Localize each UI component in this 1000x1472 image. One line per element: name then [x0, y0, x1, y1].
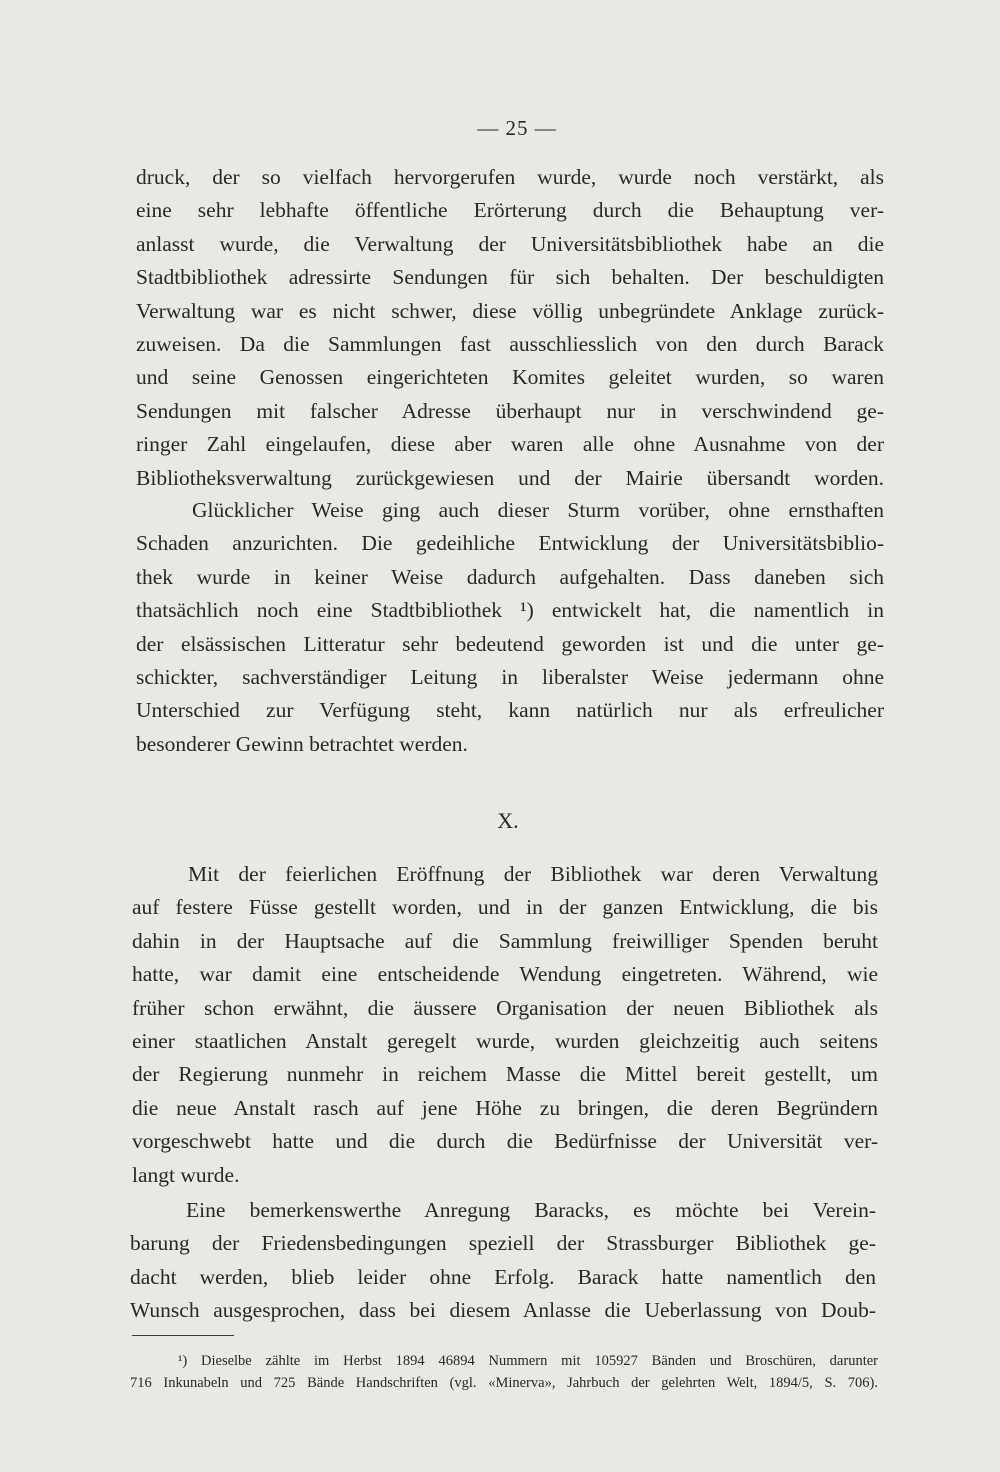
text-line: besonderer Gewinn betrachtet werden. — [136, 731, 468, 756]
text-line: Stadtbibliothek adressirte Sendungen für sich behalten. Der beschuldigten — [136, 265, 884, 290]
text-line: Mit der feierlichen Eröffnung der Bibliothek war deren Verwaltung — [188, 862, 878, 886]
text-line: langt wurde. — [132, 1162, 240, 1187]
paragraph-4 — [130, 1194, 876, 1328]
text-line: Bibliotheksverwaltung zurückgewiesen und der Mairie übersandt worden. — [136, 465, 884, 490]
text-line: vorgeschwebt hatte und die durch die Bedürfnisse der Universität ver- — [132, 1129, 878, 1154]
text-line: Glücklicher Weise ging auch dieser Sturm vorüber, ohne ernsthaften — [192, 498, 884, 522]
footnote-line: 716 Inkunabeln und 725 Bände Handschriften (vgl. «Minerva», Jahrbuch der gelehrten Welt, 1894/5, S. 706). — [130, 1375, 878, 1391]
footnote — [130, 1350, 878, 1394]
text-line: anlasst wurde, die Verwaltung der Universitätsbibliothek habe an die — [136, 231, 884, 256]
page-number: — 25 — — [477, 116, 557, 140]
text-line: und seine Genossen eingerichteten Komites geleitet wurden, so waren — [136, 365, 884, 390]
text-line: thek wurde in keiner Weise dadurch aufgehalten. Dass daneben sich — [136, 564, 884, 589]
footnote-divider — [132, 1335, 234, 1336]
text-line: die neue Anstalt rasch auf jene Höhe zu bringen, die deren Begründern — [132, 1095, 878, 1120]
text-line: dacht werden, blieb leider ohne Erfolg. Barack hatte namentlich den — [130, 1264, 876, 1289]
text-line: Schaden anzurichten. Die gedeihliche Entwicklung der Universitätsbiblio- — [136, 531, 884, 556]
paragraph-3 — [132, 858, 878, 1192]
paragraph-1 — [136, 161, 884, 495]
text-line: auf festere Füsse gestellt worden, und in der ganzen Entwicklung, die bis — [132, 895, 878, 920]
text-line: einer staatlichen Anstalt geregelt wurde, wurden gleichzeitig auch seitens — [132, 1028, 878, 1053]
text-line: eine sehr lebhafte öffentliche Erörterung durch die Behauptung ver- — [136, 198, 884, 223]
text-line: Wunsch ausgesprochen, dass bei diesem Anlasse die Ueberlassung von Doub- — [130, 1298, 876, 1323]
text-line: der Regierung nunmehr in reichem Masse die Mittel bereit gestellt, um — [132, 1062, 878, 1087]
text-line: Eine bemerkenswerthe Anregung Baracks, es möchte bei Verein- — [186, 1198, 876, 1222]
text-line: Sendungen mit falscher Adresse überhaupt nur in verschwindend ge- — [136, 398, 884, 423]
footnote-line: ¹) Dieselbe zählte im Herbst 1894 46894 Nummern mit 105927 Bänden und Broschüren, darunter — [178, 1353, 878, 1369]
text-line: ringer Zahl eingelaufen, diese aber waren alle ohne Ausnahme von der — [136, 432, 884, 457]
text-line: thatsächlich noch eine Stadtbibliothek ¹) entwickelt hat, die namentlich in — [136, 598, 884, 623]
text-line: druck, der so vielfach hervorgerufen wurde, wurde noch verstärkt, als — [136, 165, 884, 189]
text-line: barung der Friedensbedingungen speziell der Strassburger Bibliothek ge- — [130, 1231, 876, 1256]
section-heading: X. — [497, 808, 519, 833]
text-line: dahin in der Hauptsache auf die Sammlung freiwilliger Spenden beruht — [132, 928, 878, 953]
paragraph-2 — [136, 494, 884, 761]
text-line: früher schon erwähnt, die äussere Organisation der neuen Bibliothek als — [132, 995, 878, 1020]
text-line: hatte, war damit eine entscheidende Wendung eingetreten. Während, wie — [132, 962, 878, 987]
text-line: schickter, sachverständiger Leitung in liberalster Weise jedermann ohne — [136, 664, 884, 689]
text-line: zuweisen. Da die Sammlungen fast ausschliesslich von den durch Barack — [136, 331, 884, 356]
text-line: Verwaltung war es nicht schwer, diese völlig unbegründete Anklage zurück- — [136, 298, 884, 323]
text-line: der elsässischen Litteratur sehr bedeutend geworden ist und die unter ge- — [136, 631, 884, 656]
text-line: Unterschied zur Verfügung steht, kann natürlich nur als erfreulicher — [136, 698, 884, 723]
